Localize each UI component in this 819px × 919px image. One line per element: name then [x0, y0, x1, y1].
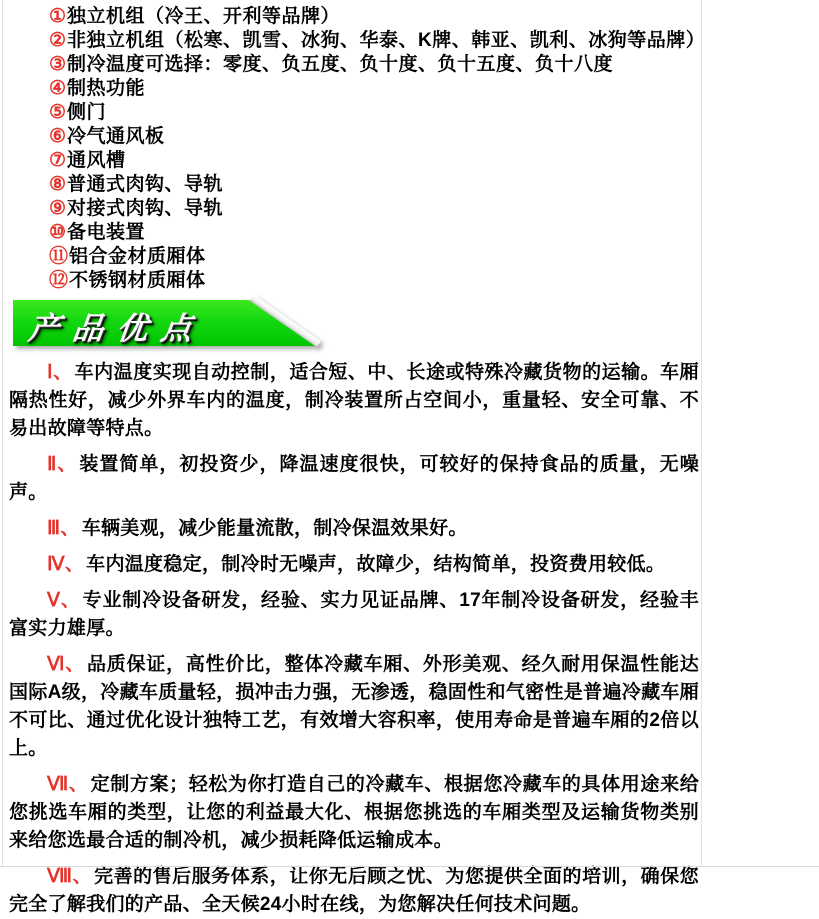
roman-numeral: Ⅳ、: [47, 554, 85, 575]
roman-numeral: Ⅴ、: [47, 590, 81, 611]
feature-list-item: [49, 221, 697, 245]
feature-list: [9, 0, 706, 293]
circled-number: ⑨: [49, 198, 67, 219]
feature-list-item: [49, 5, 697, 29]
feature-list-item: [49, 149, 697, 173]
advantage-paragraph: [9, 863, 699, 919]
feature-list-item: [49, 197, 697, 221]
advantage-text: 品质保证，高性价比，整体冷藏车厢、外形美观、经久耐用保温性能达国际A级，冷藏车质量轻，损冲击力强，无渗透，稳固性和气密性是普遍冷藏车厢不可比、通过优化设计独特工艺，有效增大容积率，使用寿命是普遍车厢的2倍以上。: [9, 654, 700, 759]
feature-text: 冷气通风板: [67, 126, 165, 147]
bottom-divider: [0, 866, 819, 867]
feature-list-item: [49, 245, 697, 269]
advantage-paragraph: [9, 359, 699, 443]
feature-text: 普通式肉钩、导轨: [67, 174, 224, 195]
roman-numeral: Ⅶ、: [47, 774, 89, 795]
circled-number: ⑥: [49, 126, 67, 147]
feature-list-item: [49, 269, 697, 293]
advantage-text: 定制方案；轻松为你打造自己的冷藏车、根据您冷藏车的具体用途来给您挑选车厢的类型，让您的利益最大化、根据您挑选的车厢类型及运输货物类别来给您选最合适的制冷机，减少损耗降低运输成本。: [9, 774, 700, 851]
advantage-paragraph: [9, 587, 699, 643]
feature-text: 铝合金材质厢体: [69, 246, 206, 267]
feature-list-item: [49, 53, 697, 77]
advantage-text: 车辆美观，减少能量流散，制冷保温效果好。: [81, 518, 468, 539]
advantage-paragraph: [9, 451, 699, 507]
feature-text: 侧门: [67, 102, 107, 123]
roman-numeral: Ⅱ、: [47, 454, 78, 475]
advantage-paragraph: [9, 515, 699, 543]
circled-number: ①: [49, 6, 67, 27]
advantage-paragraph: [9, 551, 699, 579]
advantages-section: [9, 359, 699, 919]
roman-numeral: Ⅷ、: [47, 866, 93, 887]
feature-text: 制热功能: [67, 78, 146, 99]
feature-list-item: [49, 125, 697, 149]
circled-number: ⑦: [49, 150, 67, 171]
advantage-paragraph: [9, 771, 699, 855]
circled-number: ⑤: [49, 102, 67, 123]
banner-title: 产品优点: [26, 311, 207, 346]
feature-list-item: [49, 29, 706, 53]
feature-text: 通风槽: [67, 150, 126, 171]
product-advantages-banner: [13, 300, 315, 346]
feature-text: 独立机组（冷王、开利等品牌）: [67, 6, 341, 27]
feature-list-item: [49, 173, 697, 197]
advantage-text: 车内温度实现自动控制，适合短、中、长途或特殊冷藏货物的运输。车厢隔热性好，减少外界车内的温度，制冷装置所占空间小，重量轻、安全可靠、不易出故障等特点。: [9, 362, 699, 439]
feature-text: 不锈钢材质厢体: [69, 270, 206, 291]
circled-number: ⑩: [49, 222, 67, 243]
circled-number: ④: [49, 78, 67, 99]
circled-number: ②: [49, 30, 67, 51]
feature-list-item: [49, 101, 697, 125]
circled-number: ⑧: [49, 174, 67, 195]
feature-text: 备电装置: [67, 222, 146, 243]
advantage-text: 完善的售后服务体系，让你无后顾之忧、为您提供全面的培训，确保您完全了解我们的产品、全天候24小时在线，为您解决任何技术问题。: [9, 866, 699, 915]
feature-text: 对接式肉钩、导轨: [67, 198, 224, 219]
circled-number: ⑪: [49, 246, 69, 267]
advantage-text: 装置简单，初投资少，降温速度很快，可较好的保持食品的质量，无噪声。: [9, 454, 699, 503]
feature-text: 非独立机组（松寒、凯雪、冰狗、华泰、K牌、韩亚、凯利、冰狗等品牌）: [67, 30, 706, 51]
advantage-text: 专业制冷设备研发，经验、实力见证品牌、17年制冷设备研发，经验丰富实力雄厚。: [9, 590, 699, 639]
circled-number: ③: [49, 54, 67, 75]
advantage-text: 车内温度稳定，制冷时无噪声，故障少，结构简单，投资费用较低。: [86, 554, 666, 575]
advantage-paragraph: [9, 651, 699, 763]
roman-numeral: Ⅵ、: [47, 654, 86, 675]
content-area: [2, 0, 706, 915]
circled-number: ⑫: [49, 270, 69, 291]
feature-text: 制冷温度可选择：零度、负五度、负十度、负十五度、负十八度: [67, 54, 614, 75]
roman-numeral: Ⅲ、: [47, 518, 80, 539]
roman-numeral: Ⅰ、: [47, 362, 73, 383]
feature-list-item: [49, 77, 697, 101]
